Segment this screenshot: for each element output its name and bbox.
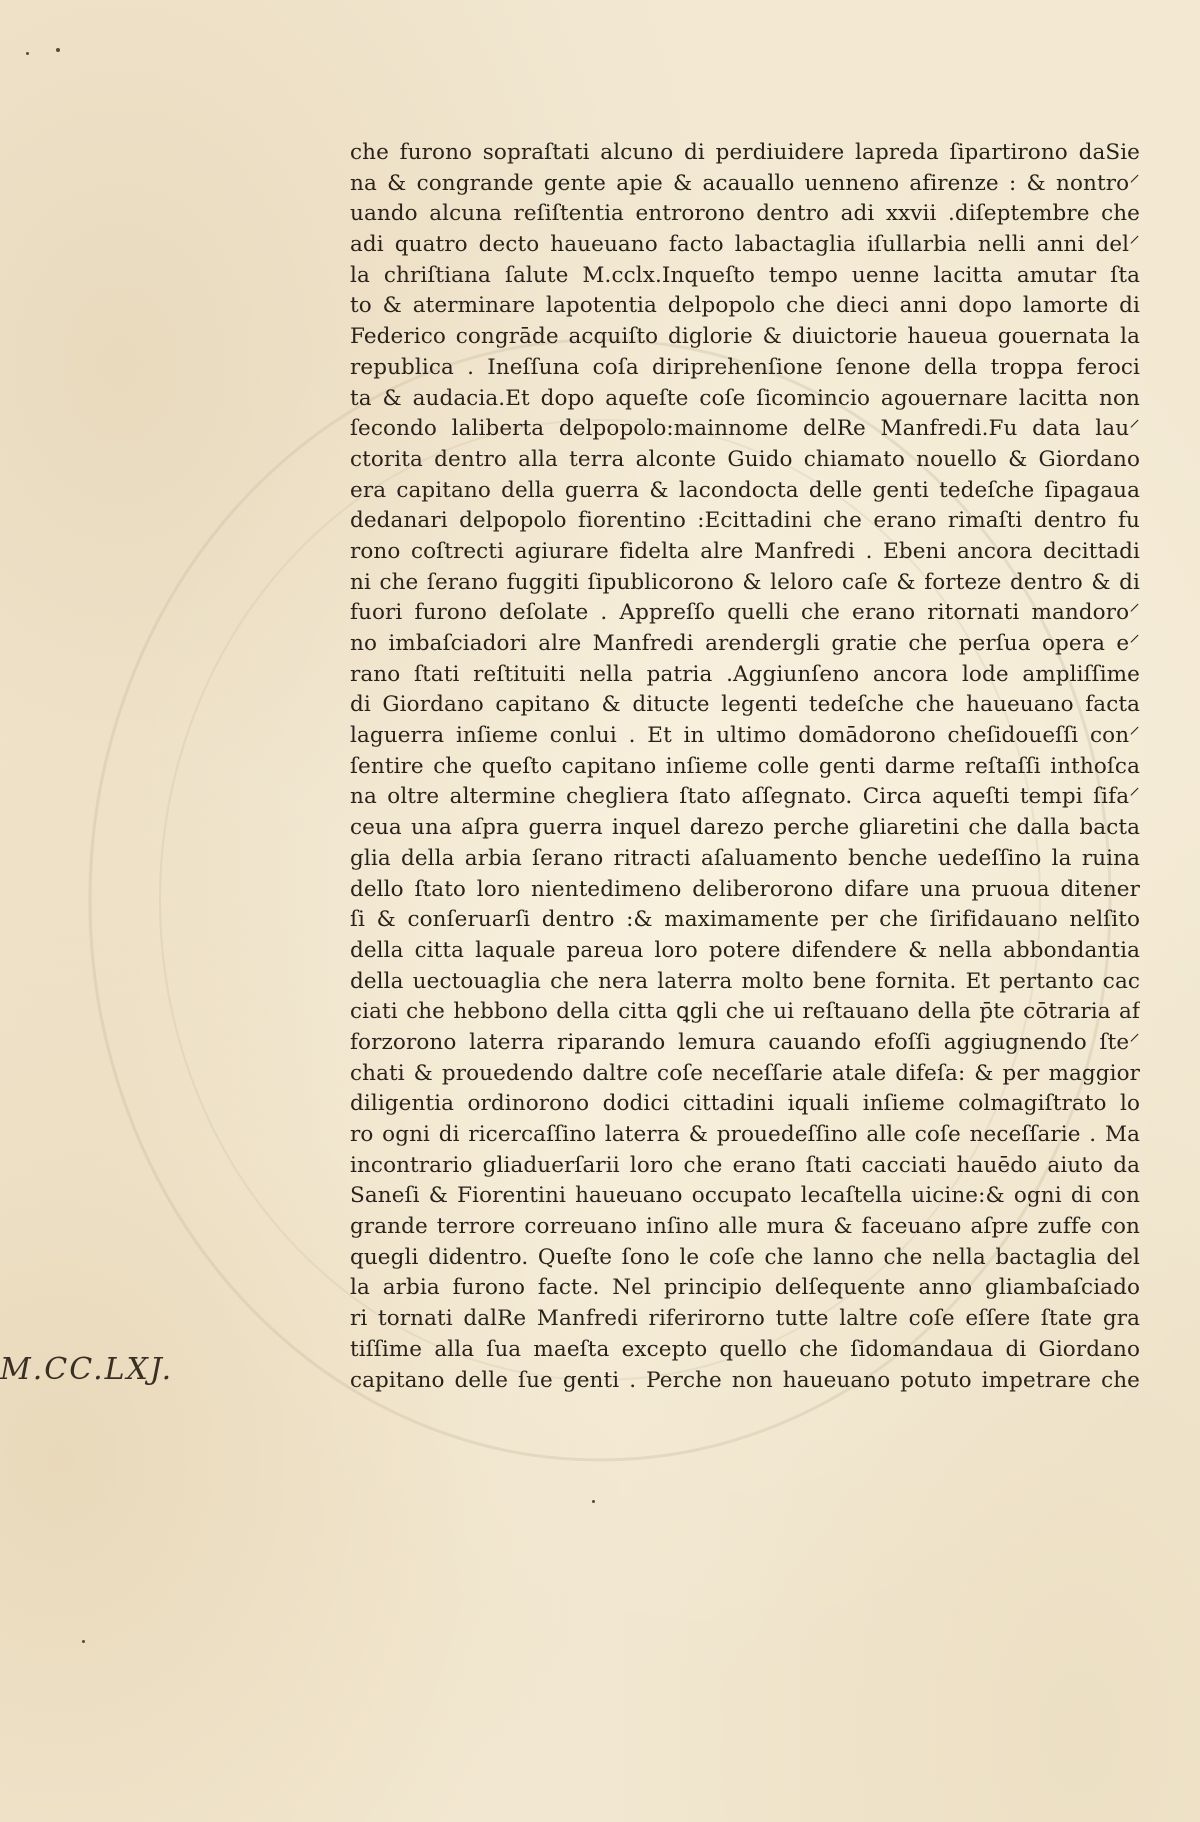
text-line: dello ſtato loro nientedimeno deliberorono difare una pruoua ditener <box>350 876 1140 902</box>
text-line: Saneſi & Fiorentini haueuano occupato lecaſtella uicine:& ogni di con <box>350 1183 1140 1209</box>
text-line: uando alcuna reſiſtentia entrorono dentro adi xxvii .diſeptembre che <box>350 201 1140 227</box>
text-line: dedanari delpopolo fiorentino :Ecittadini che erano rimaſti dentro fu <box>350 508 1140 534</box>
text-line: rano ſtati reſtituiti nella patria .Aggiunſeno ancora lode ampliſſime <box>350 661 1140 687</box>
text-line: che furono sopraſtati alcuno di perdiuidere lapreda ſipartirono daSie <box>350 140 1140 165</box>
text-line: republica . Ineſſuna coſa diriprehenſione ſenone della troppa feroci <box>350 354 1140 380</box>
text-line: ri tornati dalRe Manfredi riferirorno tutte laltre coſe eſſere ſtate gra <box>350 1306 1140 1332</box>
text-line: na oltre altermine chegliera ſtato aſſegnato. Circa aqueſti tempi ſifa⸍ <box>350 784 1140 810</box>
text-line: incontrario gliaduerſarii loro che erano ſtati cacciati hauēdo aiuto da <box>350 1152 1140 1178</box>
text-line: era capitano della guerra & lacondocta delle genti tedeſche ſipagaua <box>350 477 1140 503</box>
text-line: ro ogni di ricercaſſino laterra & prouedeſſino alle coſe neceſſarie . Ma <box>350 1122 1140 1147</box>
text-line: glia della arbia ſerano ritracti aſaluamento benche uedeſſino la ruina <box>350 845 1140 871</box>
text-line: na & congrande gente apie & acauallo uenneno afirenze : & nontro⸍ <box>350 170 1140 196</box>
text-line: della citta laquale pareua loro potere difendere & nella abbondantia <box>350 937 1140 963</box>
ink-speck <box>82 1640 85 1643</box>
text-line: capitano delle ſue genti . Perche non haueuano potuto impetrare che <box>350 1367 1140 1393</box>
margin-year-note: M.CC.LXJ. <box>0 1352 174 1387</box>
text-line: fuori furono deſolate . Appreſſo quelli che erano ritornati mandoro⸍ <box>350 600 1140 626</box>
text-line: adi quatro decto haueuano facto labactaglia iſullarbia nelli anni del⸍ <box>350 232 1140 258</box>
text-line: ſentire che queſto capitano inſieme colle genti darme reſtaſſi inthoſca <box>350 753 1140 779</box>
text-line: Federico congrāde acquiſto diglorie & diuictorie haueua gouernata la <box>350 324 1140 350</box>
text-line: ſi & conſeruarſi dentro :& maximamente per che ſirifidauano nelſito <box>350 907 1140 933</box>
text-line: laguerra inſieme conlui . Et in ultimo domādorono cheſidoueſſi con⸍ <box>350 723 1140 749</box>
text-line: della uectouaglia che nera laterra molto bene fornita. Et pertanto cac <box>350 968 1140 994</box>
ink-speck <box>56 48 60 52</box>
text-line: ſecondo laliberta delpopolo:mainnome delRe Manfredi.Fu data lau⸍ <box>350 416 1140 442</box>
body-text <box>350 138 1140 1396</box>
ink-speck <box>592 1500 595 1503</box>
text-line: ta & audacia.Et dopo aqueſte coſe ſicomincio agouernare lacitta non <box>350 385 1140 411</box>
ink-speck <box>26 52 29 55</box>
text-line: diligentia ordinorono dodici cittadini iquali inſieme colmagiſtrato lo <box>350 1091 1140 1117</box>
text-line: tiſſime alla ſua maeſta excepto quello che ſidomandaua di Giordano <box>350 1336 1140 1362</box>
text-line: di Giordano capitano & ditucte legenti tedeſche che haueuano facta <box>350 692 1140 718</box>
text-line: no imbaſciadori alre Manfredi arendergli gratie che perſua opera e⸍ <box>350 631 1140 656</box>
text-line: ceua una aſpra guerra inquel darezo perche gliaretini che dalla bacta <box>350 815 1140 841</box>
text-line: ciati che hebbono della citta ꝗgli che ui reſtauano della p̄te cōtraria af <box>350 999 1140 1025</box>
text-line: chati & prouedendo daltre coſe neceſſarie atale difeſa: & per maggior <box>350 1060 1140 1086</box>
text-line: forzorono laterra riparando lemura cauando efoſſi aggiugnendo ſte⸍ <box>350 1029 1140 1055</box>
text-line: ctorita dentro alla terra alconte Guido chiamato nouello & Giordano <box>350 446 1140 472</box>
text-line: rono coſtrecti agiurare fidelta alre Manfredi . Ebeni ancora decittadi <box>350 538 1140 564</box>
text-line: to & aterminare lapotentia delpopolo che dieci anni dopo lamorte di <box>350 293 1140 319</box>
text-line: la arbia furono facte. Nel principio delſequente anno gliambaſciado <box>350 1275 1140 1301</box>
text-line: ni che ſerano fuggiti ſipublicorono & leloro caſe & forteze dentro & di <box>350 569 1140 595</box>
text-line: grande terrore correuano inſino alle mura & faceuano aſpre zuffe con <box>350 1214 1140 1240</box>
text-line: la chriſtiana ſalute M.cclx.Inqueſto tempo uenne lacitta amutar ſta <box>350 262 1140 288</box>
text-line: quegli didentro. Queſte ſono le coſe che lanno che nella bactaglia del <box>350 1244 1140 1270</box>
